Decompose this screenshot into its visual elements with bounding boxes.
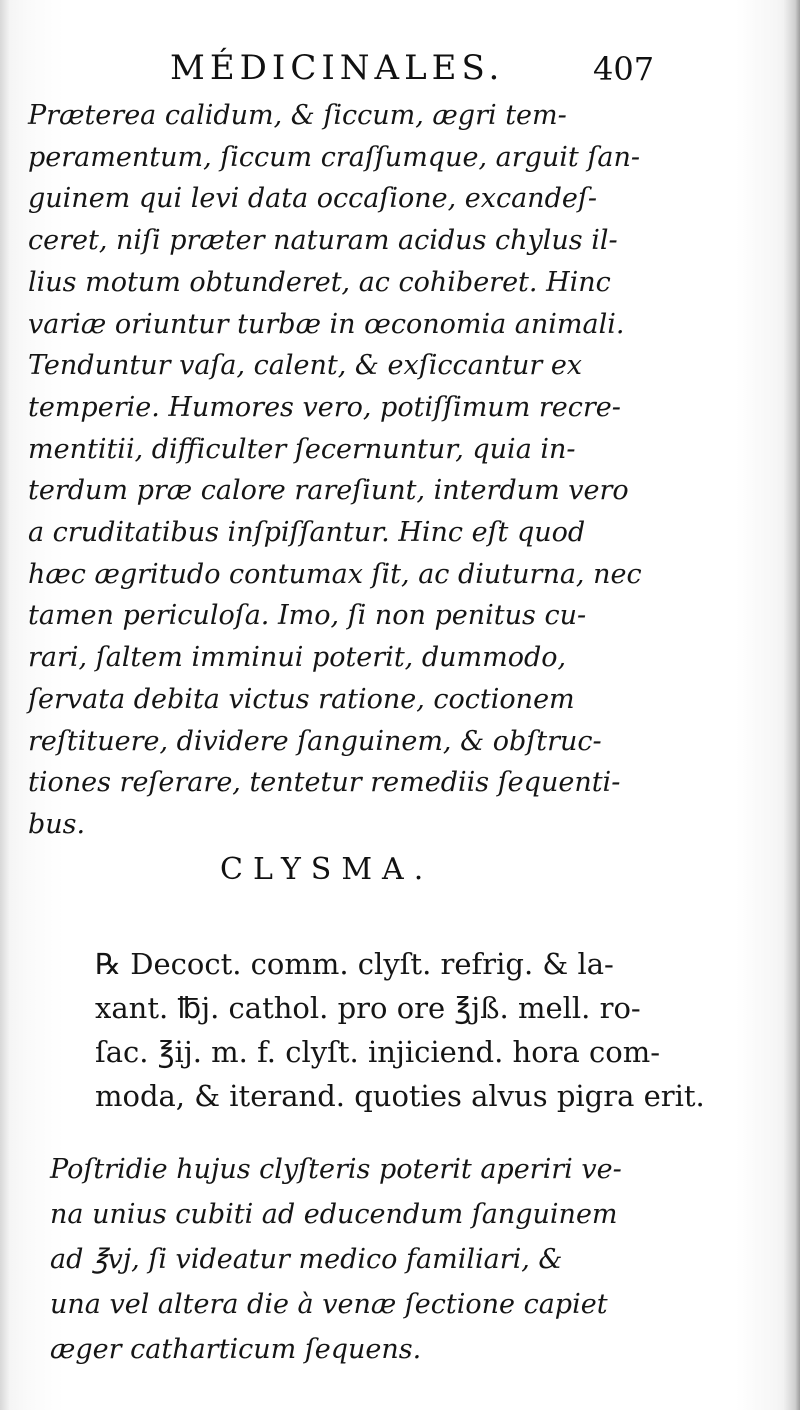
text-line: guinem qui levi data occaſione, excandeſ- xyxy=(28,183,597,215)
text-line: ſervata debita victus ratione, coctionem xyxy=(28,683,575,715)
running-title: MÉDICINALES. xyxy=(170,48,505,88)
text-line: una vel altera die à venæ ſectione capiet xyxy=(50,1289,608,1320)
text-line: variæ oriuntur turbæ in œconomia animali. xyxy=(28,308,625,340)
text-line: hæc ægritudo contumax ſit, ac diuturna, nec xyxy=(28,558,642,590)
text-line: Poſtridie hujus clyſteris poterit aperiri ve- xyxy=(50,1154,622,1185)
section-heading: CLYSMA. xyxy=(220,852,434,887)
recipe-block xyxy=(95,942,705,1118)
page-number: 407 xyxy=(593,50,655,88)
text-line: ad ℥vj, ſi videatur medico familiari, & xyxy=(50,1244,563,1275)
text-line: peramentum, ſiccum craſſumque, arguit ſan- xyxy=(28,141,640,173)
text-line: terdum præ calore rareſiunt, interdum vero xyxy=(28,475,629,507)
text-line: tamen periculoſa. Imo, ſi non penitus cu- xyxy=(28,600,587,632)
body-paragraph-1 xyxy=(28,95,688,846)
recipe-line: ſac. ℥ij. m. f. clyſt. injiciend. hora com- xyxy=(95,1035,661,1069)
text-line: Tenduntur vaſa, calent, & exſiccantur ex xyxy=(28,350,583,382)
text-line: ceret, niſi præter naturam acidus chylus il- xyxy=(28,225,618,257)
text-line: bus. xyxy=(28,808,86,840)
page-gutter-shadow xyxy=(0,0,10,1410)
text-line: Præterea calidum, & ſiccum, ægri tem- xyxy=(28,100,567,131)
text-line: a cruditatibus inſpiſſantur. Hinc eſt quod xyxy=(28,517,586,549)
recipe-line: xant. ℔j. cathol. pro ore ℥jß. mell. ro- xyxy=(95,991,641,1025)
text-line: lius motum obtunderet, ac cohiberet. Hinc xyxy=(28,266,611,298)
text-line: temperie. Humores vero, potiſſimum recre- xyxy=(28,391,621,423)
recipe-line: moda, & iterand. quoties alvus pigra erit. xyxy=(95,1079,705,1113)
text-line: mentitii, difficulter ſecernuntur, quia in- xyxy=(28,433,576,465)
text-line: reſtituere, dividere ſanguinem, & obſtruc- xyxy=(28,725,602,757)
text-line: æger catharticum ſequens. xyxy=(50,1334,422,1365)
text-line: na unius cubiti ad educendum ſanguinem xyxy=(50,1199,618,1230)
text-line: tiones reſerare, tentetur remediis ſequenti- xyxy=(28,767,621,799)
page-edge-shadow xyxy=(784,0,800,1410)
text-line: rari, ſaltem imminui poterit, dummodo, xyxy=(28,642,567,674)
recipe-line: ℞ Decoct. comm. clyſt. refrig. & la- xyxy=(95,947,614,981)
page-header xyxy=(170,48,690,98)
body-paragraph-2 xyxy=(50,1147,690,1372)
